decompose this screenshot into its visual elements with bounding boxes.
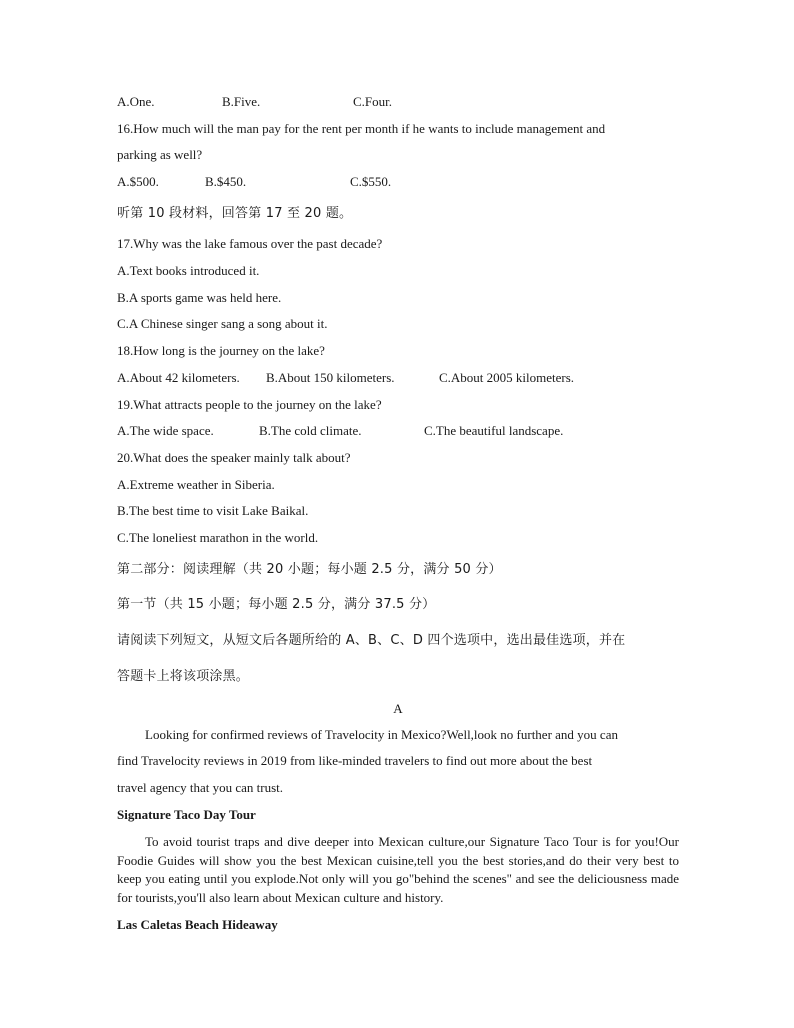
q17-option-b: B.A sports game was held here. xyxy=(117,290,282,305)
q18-option-c: C.About 2005 kilometers. xyxy=(439,370,575,385)
q18-question: 18.How long is the journey on the lake? xyxy=(117,343,325,358)
reading-instruction-line2: 答题卡上将该项涂黑。 xyxy=(117,669,250,684)
q19-options xyxy=(117,422,563,440)
q16-question-line1: 16.How much will the man pay for the rent per month if he wants to include management and xyxy=(117,121,606,136)
q15-option-c: C.Four. xyxy=(353,94,393,109)
q16-question-line2: parking as well? xyxy=(117,147,203,162)
passage-heading-taco-tour: Signature Taco Day Tour xyxy=(117,807,256,822)
q15-options xyxy=(117,93,392,111)
passage-intro-line2: find Travelocity reviews in 2019 from like-minded travelers to find out more about the best xyxy=(117,753,593,768)
q19-option-a: A.The wide space. xyxy=(117,423,214,438)
q18-option-a: A.About 42 kilometers. xyxy=(117,370,240,385)
q18-options xyxy=(117,369,574,387)
q16-option-c: C.$550. xyxy=(350,174,392,189)
passage-intro-line3: travel agency that you can trust. xyxy=(117,780,284,795)
passage-heading-beach-hideaway: Las Caletas Beach Hideaway xyxy=(117,917,278,932)
q20-option-c: C.The loneliest marathon in the world. xyxy=(117,530,319,545)
q15-option-a: A.One. xyxy=(117,94,155,109)
passage-letter: A xyxy=(393,701,403,716)
passage-body-taco-tour: To avoid tourist traps and dive deeper into Mexican culture,our Signature Taco Tour is for you!Our Foodie Guides will show you the best Mexican cuisine,tell you the best stories,and do their very best to keep you eating until you explode.Not only will you go"behind the scenes" and see the deliciousness made for tourists,you'll also learn about Mexican culture and history. xyxy=(117,834,679,905)
passage-intro-line1: Looking for confirmed reviews of Travelocity in Mexico?Well,look no further and you can xyxy=(145,727,618,742)
q16-options xyxy=(117,173,391,191)
q18-option-b: B.About 150 kilometers. xyxy=(266,370,395,385)
q19-option-c: C.The beautiful landscape. xyxy=(424,423,564,438)
q17-question: 17.Why was the lake famous over the past decade? xyxy=(117,236,383,251)
q20-option-b: B.The best time to visit Lake Baikal. xyxy=(117,503,309,518)
q19-question: 19.What attracts people to the journey on the lake? xyxy=(117,397,382,412)
q20-option-a: A.Extreme weather in Siberia. xyxy=(117,477,275,492)
q20-question: 20.What does the speaker mainly talk about? xyxy=(117,450,351,465)
q19-option-b: B.The cold climate. xyxy=(259,423,362,438)
q16-option-a: A.$500. xyxy=(117,174,159,189)
section1-title: 第一节（共 15 小题；每小题 2.5 分，满分 37.5 分） xyxy=(117,597,436,612)
section10-instruction: 听第 10 段材料，回答第 17 至 20 题。 xyxy=(117,206,353,221)
q16-option-b: B.$450. xyxy=(205,174,247,189)
q17-option-a: A.Text books introduced it. xyxy=(117,263,260,278)
part2-title: 第二部分：阅读理解（共 20 小题；每小题 2.5 分，满分 50 分） xyxy=(117,562,502,577)
q17-option-c: C.A Chinese singer sang a song about it. xyxy=(117,316,328,331)
reading-instruction-line1: 请阅读下列短文，从短文后各题所给的 A、B、C、D 四个选项中，选出最佳选项，并在 xyxy=(117,633,626,648)
q15-option-b: B.Five. xyxy=(222,94,261,109)
